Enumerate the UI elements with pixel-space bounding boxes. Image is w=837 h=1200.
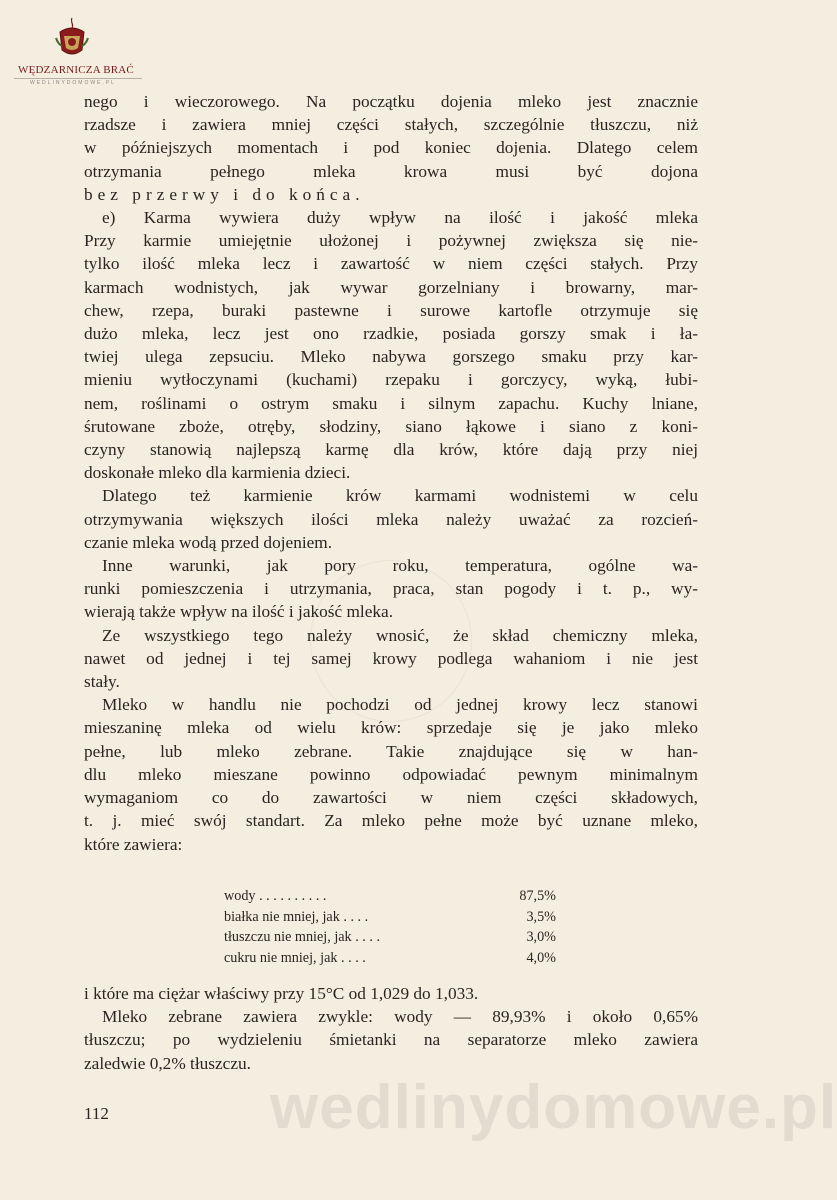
text-line: które zawiera: bbox=[84, 834, 183, 854]
text-line: doskonałe mleko dla karmienia dzieci. bbox=[84, 463, 351, 483]
text-line: Dlatego też karmienie krów karmami wodnistemi w celu bbox=[102, 486, 698, 506]
text-line: Inne warunki, jak pory roku, temperatura, ogólne wa- bbox=[102, 556, 698, 576]
component-value: 3,5% bbox=[526, 908, 556, 925]
watermark: wedlinydomowe.pl bbox=[270, 1073, 837, 1142]
component-label: wody . . . . . . . . . . bbox=[224, 888, 327, 904]
text-line: t. j. mieć swój standart. Za mleko pełne może być uznane mleko, bbox=[84, 811, 698, 831]
text-line: czanie mleka wodą przed dojeniem. bbox=[84, 532, 333, 552]
text-line: tylko ilość mleka lecz i zawartość w niem części stałych. Przy bbox=[84, 254, 698, 274]
body-text bbox=[84, 90, 698, 856]
text-line: wymaganiom co do zawartości w niem części składowych, bbox=[84, 788, 698, 808]
text-line: śrutowane zboże, otręby, słodziny, siano łąkowe i siano z koni- bbox=[84, 416, 698, 436]
text-line: i które ma ciężar właściwy przy 15°C od 1,029 do 1,033. bbox=[84, 984, 479, 1003]
text-line: otrzymania pełnego mleka krowa musi być dojona bbox=[84, 161, 698, 181]
text-line: dlu mleko mieszane powinno odpowiadać pewnym minimalnym bbox=[84, 764, 698, 784]
table-row bbox=[224, 927, 556, 948]
component-label: tłuszczu nie mniej, jak . . . . bbox=[224, 929, 381, 945]
text-line: runki pomieszczenia i utrzymania, praca, stan pogody i t. p., wy- bbox=[84, 579, 698, 599]
text-line: stały. bbox=[84, 672, 120, 692]
component-value: 3,0% bbox=[526, 929, 556, 945]
closing-text bbox=[84, 982, 698, 1075]
brand-logo bbox=[52, 14, 92, 60]
text-line: Ze wszystkiego tego należy wnosić, że skład chemiczny mleka, bbox=[102, 625, 698, 645]
text-line: karmach wodnistych, jak wywar gorzelniany i browarny, mar- bbox=[84, 277, 698, 297]
text-line: chew, rzepa, buraki pastewne i surowe kartofle otrzymuje się bbox=[84, 300, 698, 320]
text-line: Przy karmie umiejętnie ułożonej i pożywnej zwiększa się nie- bbox=[84, 231, 698, 251]
text-line: Mleko w handlu nie pochodzi od jednej krowy lecz stanowi bbox=[102, 695, 698, 715]
text-line: otrzymywania większych ilości mleka należy uważać za rozcień- bbox=[84, 509, 698, 529]
text-line: pełne, lub mleko zebrane. Takie znajdujące się w han- bbox=[84, 741, 698, 761]
text-line: wierają także wpływ na ilość i jakość mleka. bbox=[84, 602, 394, 622]
text-line: mieniu wytłoczynami (kuchami) rzepaku i gorczycy, wyką, łubi- bbox=[84, 370, 698, 390]
text-line: dużo mleka, lecz jest ono rzadkie, posiada gorszy smak i ła- bbox=[84, 324, 698, 344]
brand-name: WĘDZARNICZA BRAĆ bbox=[18, 64, 134, 76]
table-row bbox=[224, 886, 556, 907]
text-line: czyny stanowią najlepszą karmę dla krów, które dają przy niej bbox=[84, 440, 698, 460]
text-line: nego i wieczorowego. Na początku dojenia mleko jest znacznie bbox=[84, 92, 698, 111]
text-line: tłuszczu; po wydzieleniu śmietanki na separatorze mleko zawiera bbox=[84, 1030, 698, 1050]
text-line: mieszaninę mleka od wielu krów: sprzedaje się je jako mleko bbox=[84, 718, 698, 738]
composition-table bbox=[224, 886, 556, 968]
component-label: cukru nie mniej, jak . . . . bbox=[224, 949, 366, 966]
component-value: 87,5% bbox=[519, 888, 556, 904]
table-row bbox=[224, 907, 556, 928]
brand-subtitle: WEDLINYDOMOWE.PL bbox=[30, 80, 116, 86]
text-line: Mleko zebrane zawiera zwykle: wody — 89,93% i około 0,65% bbox=[102, 1007, 698, 1027]
text-line: bez przerwy i do końca. bbox=[84, 184, 365, 204]
component-value: 4,0% bbox=[526, 949, 556, 966]
page-number: 112 bbox=[84, 1104, 109, 1123]
text-line: w późniejszych momentach i pod koniec dojenia. Dlatego celem bbox=[84, 138, 698, 158]
component-label: białka nie mniej, jak . . . . bbox=[224, 908, 369, 925]
brand-divider bbox=[14, 78, 142, 79]
text-line: nem, roślinami o ostrym smaku i silnym zapachu. Kuchy lniane, bbox=[84, 393, 698, 413]
text-line: nawet od jednej i tej samej krowy podlega wahaniom i nie jest bbox=[84, 648, 698, 668]
table-row bbox=[224, 948, 556, 969]
text-line: e) Karma wywiera duży wpływ na ilość i jakość mleka bbox=[102, 208, 698, 228]
text-line: rzadsze i zawiera mniej części stałych, szczególnie tłuszczu, niż bbox=[84, 115, 698, 135]
text-line: twiej ulega zepsuciu. Mleko nabywa gorszego smaku przy kar- bbox=[84, 347, 698, 367]
text-line: zaledwie 0,2% tłuszczu. bbox=[84, 1053, 251, 1073]
